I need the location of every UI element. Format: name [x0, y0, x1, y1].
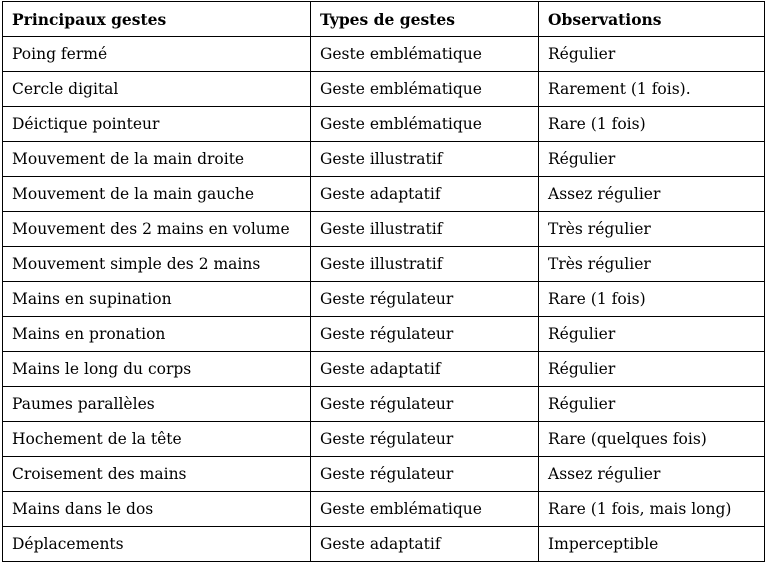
table-header-row: [3, 2, 765, 37]
gesture-cell: Mains en supination: [3, 282, 311, 317]
gesture-cell: Cercle digital: [3, 72, 311, 107]
observation-cell: Régulier: [539, 317, 765, 352]
gesture-cell: Mouvement de la main droite: [3, 142, 311, 177]
header-main-gestures: Principaux gestes: [3, 2, 311, 37]
gesture-cell: Mains en pronation: [3, 317, 311, 352]
gesture-cell: Paumes parallèles: [3, 387, 311, 422]
table-row: [3, 492, 765, 527]
gesture-cell: Mains dans le dos: [3, 492, 311, 527]
table-row: [3, 282, 765, 317]
table-row: [3, 107, 765, 142]
table-row: [3, 352, 765, 387]
gesture-cell: Croisement des mains: [3, 457, 311, 492]
gesture-type-cell: Geste illustratif: [311, 142, 539, 177]
observation-cell: Régulier: [539, 142, 765, 177]
table-row: [3, 247, 765, 282]
gesture-type-cell: Geste illustratif: [311, 212, 539, 247]
observation-cell: Rare (1 fois): [539, 107, 765, 142]
table-row: [3, 527, 765, 562]
gesture-cell: Déplacements: [3, 527, 311, 562]
gesture-cell: Mouvement de la main gauche: [3, 177, 311, 212]
table-row: [3, 37, 765, 72]
gesture-type-cell: Geste adaptatif: [311, 352, 539, 387]
gesture-type-cell: Geste régulateur: [311, 422, 539, 457]
table-row: [3, 177, 765, 212]
observation-cell: Rare (quelques fois): [539, 422, 765, 457]
gesture-cell: Mouvement simple des 2 mains: [3, 247, 311, 282]
header-gesture-types: Types de gestes: [311, 2, 539, 37]
gesture-cell: Mains le long du corps: [3, 352, 311, 387]
table-row: [3, 212, 765, 247]
gesture-type-cell: Geste régulateur: [311, 387, 539, 422]
gesture-cell: Mouvement des 2 mains en volume: [3, 212, 311, 247]
gestures-table: [2, 1, 765, 562]
table-row: [3, 457, 765, 492]
gesture-type-cell: Geste emblématique: [311, 107, 539, 142]
observation-cell: Très régulier: [539, 212, 765, 247]
table-row: [3, 387, 765, 422]
observation-cell: Rare (1 fois, mais long): [539, 492, 765, 527]
gesture-type-cell: Geste emblématique: [311, 37, 539, 72]
observation-cell: Très régulier: [539, 247, 765, 282]
gesture-cell: Hochement de la tête: [3, 422, 311, 457]
observation-cell: Régulier: [539, 387, 765, 422]
gesture-type-cell: Geste adaptatif: [311, 527, 539, 562]
gesture-cell: Poing fermé: [3, 37, 311, 72]
gesture-type-cell: Geste adaptatif: [311, 177, 539, 212]
gesture-cell: Déictique pointeur: [3, 107, 311, 142]
observation-cell: Imperceptible: [539, 527, 765, 562]
observation-cell: Assez régulier: [539, 457, 765, 492]
header-observations: Observations: [539, 2, 765, 37]
table-row: [3, 317, 765, 352]
gesture-type-cell: Geste régulateur: [311, 457, 539, 492]
table-row: [3, 422, 765, 457]
gesture-type-cell: Geste régulateur: [311, 317, 539, 352]
observation-cell: Régulier: [539, 37, 765, 72]
observation-cell: Assez régulier: [539, 177, 765, 212]
table-row: [3, 72, 765, 107]
observation-cell: Rarement (1 fois).: [539, 72, 765, 107]
table-row: [3, 142, 765, 177]
observation-cell: Régulier: [539, 352, 765, 387]
gesture-type-cell: Geste illustratif: [311, 247, 539, 282]
observation-cell: Rare (1 fois): [539, 282, 765, 317]
gesture-type-cell: Geste emblématique: [311, 492, 539, 527]
gesture-type-cell: Geste régulateur: [311, 282, 539, 317]
gesture-type-cell: Geste emblématique: [311, 72, 539, 107]
